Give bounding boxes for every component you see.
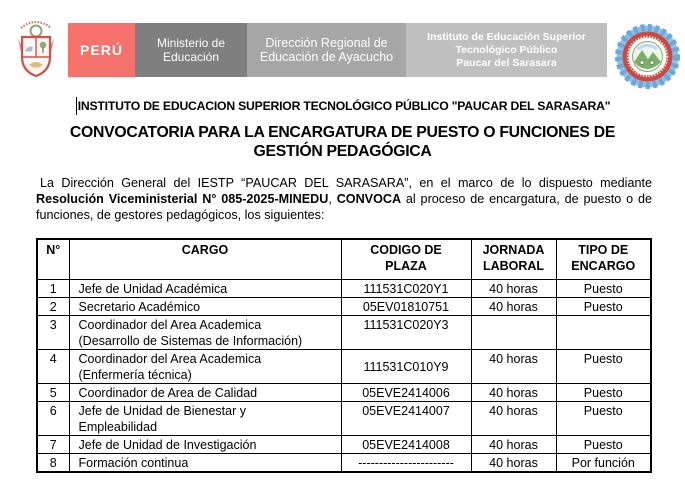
banner-direccion <box>247 23 406 77</box>
cell-numero: 5 <box>37 383 69 401</box>
subtitle-row <box>36 97 650 115</box>
cell-jornada-laboral: 40 horas <box>471 297 556 315</box>
column-header: CARGO <box>69 239 341 279</box>
banner-instituto <box>406 23 607 77</box>
cell-codigo-plaza: 05EV01810751 <box>341 297 471 315</box>
cell-cargo: Formación continua <box>69 453 341 472</box>
cell-jornada-laboral: 40 horas <box>471 453 556 472</box>
institute-name-heading: INSTITUTO DE EDUCACION SUPERIOR TECNOLÓGICO PÚBLICO "PAUCAR DEL SARASARA" <box>77 99 611 113</box>
table-row <box>37 279 651 297</box>
cell-cargo: Coordinador de Area de Calidad <box>69 383 341 401</box>
paragraph-text-2: , <box>328 192 337 206</box>
cell-jornada-laboral: 40 horas <box>471 349 556 383</box>
banner-ministerio <box>135 23 247 77</box>
cell-numero: 2 <box>37 297 69 315</box>
cell-numero: 7 <box>37 435 69 453</box>
cell-jornada-laboral: 40 horas <box>471 279 556 297</box>
table-row <box>37 297 651 315</box>
positions-table-body <box>37 279 651 472</box>
column-header: CODIGO DE PLAZA <box>341 239 471 279</box>
cell-codigo-plaza: 05EVE2414007 <box>341 401 471 435</box>
cell-cargo: Coordinador del Area Academica (Enfermería técnica) <box>69 349 341 383</box>
positions-table <box>36 238 652 473</box>
banner-instituto-label: Instituto de Educación Superior Tecnológico Público Paucar del Sarasara <box>427 30 586 69</box>
cell-numero: 8 <box>37 453 69 472</box>
cell-codigo-plaza: 05EVE2414008 <box>341 435 471 453</box>
cell-cargo: Jefe de Unidad Académica <box>69 279 341 297</box>
banner-direccion-label: Dirección Regional de Educación de Ayacucho <box>259 36 394 64</box>
positions-table-head <box>37 239 651 279</box>
paragraph-text-1: La Dirección General del IESTP “PAUCAR DEL SARASARA”, en el marco de lo dispuesto mediante <box>40 176 652 190</box>
cell-jornada-laboral: 40 horas <box>471 401 556 435</box>
cell-numero: 4 <box>37 349 69 383</box>
cell-codigo-plaza: 111531C020Y1 <box>341 279 471 297</box>
cell-tipo-encargo: Puesto <box>556 349 651 383</box>
cell-numero: 3 <box>37 315 69 349</box>
peru-coat-of-arms-logo <box>13 13 59 85</box>
intro-paragraph <box>36 175 652 223</box>
cell-jornada-laboral <box>471 315 556 349</box>
table-row <box>37 435 651 453</box>
cell-tipo-encargo: Puesto <box>556 401 651 435</box>
paragraph-bold-convoca: CONVOCA <box>336 192 402 206</box>
table-row <box>37 383 651 401</box>
table-row <box>37 315 651 349</box>
banner-strip <box>68 23 607 77</box>
cell-numero: 1 <box>37 279 69 297</box>
column-header: TIPO DE ENCARGO <box>556 239 651 279</box>
paragraph-bold-resolution: Resolución Viceministerial N° 085-2025-MINEDU <box>36 192 329 206</box>
table-header-row <box>37 239 651 279</box>
table-row <box>37 349 651 383</box>
cell-tipo-encargo: Puesto <box>556 383 651 401</box>
column-header: JORNADA LABORAL <box>471 239 556 279</box>
cell-tipo-encargo: Puesto <box>556 297 651 315</box>
cell-tipo-encargo <box>556 315 651 349</box>
institute-seal-logo <box>612 21 683 92</box>
page-title <box>20 123 665 161</box>
cell-cargo: Secretario Académico <box>69 297 341 315</box>
cell-cargo: Coordinador del Area Academica (Desarrollo de Sistemas de Información) <box>69 315 341 349</box>
banner-peru-label: PERÚ <box>80 42 123 58</box>
paragraph-text-3: al proceso de encargatura, de puesto o de funciones, de gestores pedagógicos, los siguientes: <box>36 192 653 222</box>
table-row <box>37 401 651 435</box>
cell-codigo-plaza: 111531C020Y3 <box>341 315 471 349</box>
cell-tipo-encargo: Puesto <box>556 435 651 453</box>
cell-tipo-encargo: Por función <box>556 453 651 472</box>
title-line-1: CONVOCATORIA PARA LA ENCARGATURA DE PUESTO O FUNCIONES DE <box>69 124 616 141</box>
banner-peru <box>68 23 135 77</box>
cell-codigo-plaza: ----------------------- <box>341 453 471 472</box>
table-row <box>37 453 651 472</box>
cell-cargo: Jefe de Unidad de Bienestar y Empleabilidad <box>69 401 341 435</box>
cell-codigo-plaza: 111531C010Y9 <box>341 349 471 383</box>
cell-cargo: Jefe de Unidad de Investigación <box>69 435 341 453</box>
cell-jornada-laboral: 40 horas <box>471 383 556 401</box>
banner-ministerio-label: Ministerio de Educación <box>156 36 226 64</box>
title-line-2: GESTIÓN PEDAGÓGICA <box>253 143 432 160</box>
cell-codigo-plaza: 05EVE2414006 <box>341 383 471 401</box>
cell-jornada-laboral: 40 horas <box>471 435 556 453</box>
text-cursor <box>76 97 77 115</box>
column-header: N° <box>37 239 69 279</box>
cell-tipo-encargo: Puesto <box>556 279 651 297</box>
cell-numero: 6 <box>37 401 69 435</box>
